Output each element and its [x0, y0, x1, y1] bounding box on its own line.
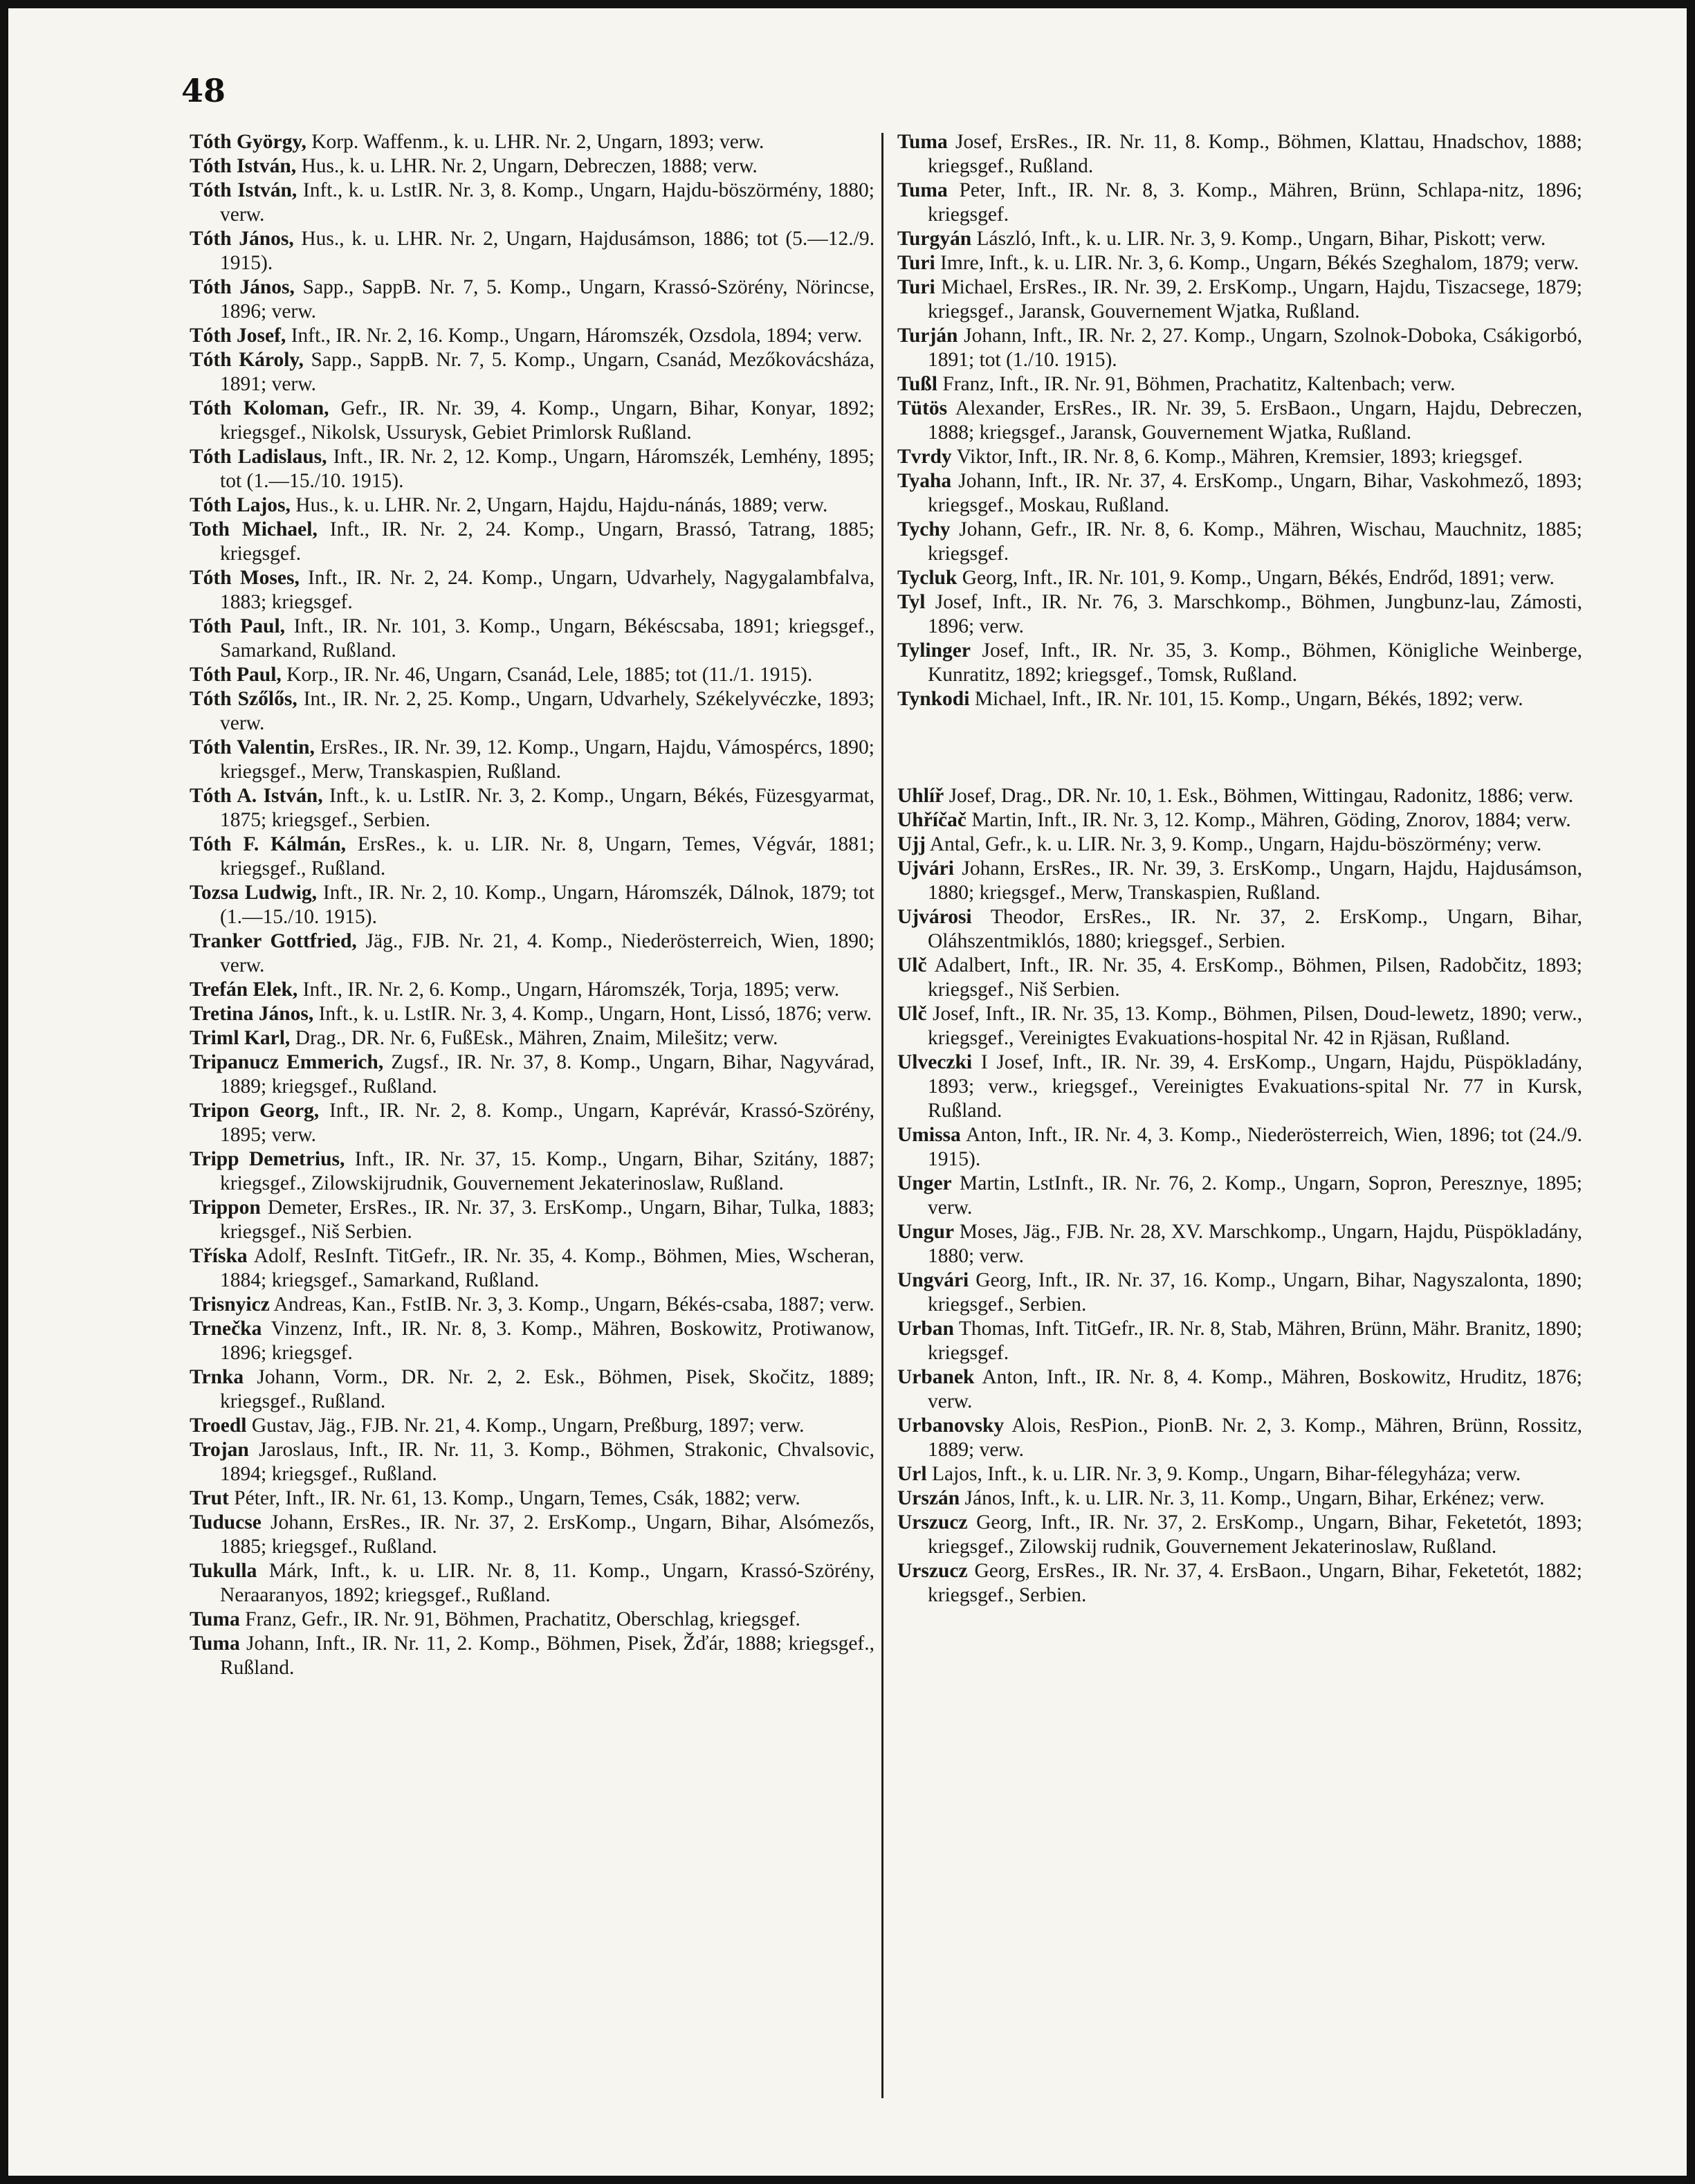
entry-name: Ujvári — [897, 857, 954, 880]
entry-details: Imre, Inft., k. u. LIR. Nr. 3, 6. Komp., Ungarn, Békés Szeghalom, 1879; verw. — [935, 252, 1579, 274]
register-entry — [190, 1486, 874, 1511]
register-entry — [190, 736, 874, 784]
entry-details: Johann, Inft., IR. Nr. 11, 2. Komp., Böhmen, Pisek, Žďár, 1888; kriegsgef., Rußland. — [220, 1632, 874, 1679]
entry-name: Tylinger — [897, 639, 971, 662]
register-entry — [897, 1462, 1582, 1486]
entry-details: Viktor, Inft., IR. Nr. 8, 6. Komp., Mähren, Kremsier, 1893; kriegsgef. — [951, 446, 1523, 468]
entry-name: Tóth István, — [190, 179, 297, 201]
register-entry — [897, 1365, 1582, 1414]
entry-details: Theodor, ErsRes., IR. Nr. 37, 2. ErsKomp., Ungarn, Bihar, Oláhszentmiklós, 1880; kriegsgef., Serbien. — [928, 906, 1582, 952]
entry-details: Georg, Inft., IR. Nr. 37, 2. ErsKomp., Ungarn, Bihar, Feketetót, 1893; kriegsgef., Zilowskij rudnik, Gouvernement Jekaterinoslaw, Rußland. — [928, 1511, 1582, 1558]
entry-name: Tóth Josef, — [190, 325, 286, 347]
entry-details: Sapp., SappB. Nr. 7, 5. Komp., Ungarn, Krassó-Szörény, Nörincse, 1896; verw. — [220, 276, 874, 322]
register-entry — [190, 1559, 874, 1608]
entry-name: Ujvárosi — [897, 906, 972, 928]
entry-name: Tuma — [897, 179, 948, 201]
entry-details: Josef, Drag., DR. Nr. 10, 1. Esk., Böhmen, Wittingau, Radonitz, 1886; verw. — [944, 785, 1574, 807]
entry-name: Tripanucz Emmerich, — [190, 1051, 384, 1073]
register-entry — [897, 639, 1582, 687]
register-entry — [190, 663, 874, 687]
entry-name: Trisnyicz — [190, 1293, 270, 1316]
entry-details: Inft., IR. Nr. 2, 24. Komp., Ungarn, Udvarhely, Nagygalambfalva, 1883; kriegsgef. — [220, 567, 874, 613]
entry-details: Inft., k. u. LstIR. Nr. 3, 4. Komp., Ungarn, Hont, Lissó, 1876; verw. — [313, 1003, 872, 1025]
register-entry — [190, 1196, 874, 1244]
entry-name: Tretina János, — [190, 1003, 314, 1025]
register-entry — [190, 1099, 874, 1147]
register-entry — [190, 179, 874, 227]
entry-details: Georg, Inft., IR. Nr. 37, 16. Komp., Ungarn, Bihar, Nagyszalonta, 1890; kriegsgef., Serbien. — [928, 1269, 1582, 1316]
register-entry — [190, 784, 874, 832]
entry-details: Franz, Gefr., IR. Nr. 91, Böhmen, Prachatitz, Oberschlag, kriegsgef. — [239, 1608, 800, 1630]
entry-name: Tóth István, — [190, 155, 297, 177]
entry-name: Tóth János, — [190, 276, 295, 298]
register-entry — [897, 227, 1582, 251]
entry-name: Tuma — [190, 1608, 240, 1630]
entry-name: Tußl — [897, 373, 937, 395]
entry-name: Tóth Paul, — [190, 615, 286, 637]
entry-details: Georg, Inft., IR. Nr. 101, 9. Komp., Ungarn, Békés, Endrőd, 1891; verw. — [957, 567, 1555, 589]
entry-name: Turgyán — [897, 228, 972, 250]
entry-name: Tripon Georg, — [190, 1100, 320, 1122]
entry-details: László, Inft., k. u. LIR. Nr. 3, 9. Komp., Ungarn, Bihar, Piskott; verw. — [971, 228, 1546, 250]
entry-name: Tyaha — [897, 470, 952, 492]
entry-details: Inft., k. u. LstIR. Nr. 3, 2. Komp., Ungarn, Békés, Füzesgyarmat, 1875; kriegsgef., Serbien. — [220, 785, 874, 831]
entry-details: Franz, Inft., IR. Nr. 91, Böhmen, Prachatitz, Kaltenbach; verw. — [937, 373, 1456, 395]
register-entry — [190, 1438, 874, 1486]
entry-details: Anton, Inft., IR. Nr. 4, 3. Komp., Niederösterreich, Wien, 1896; tot (24./9. 1915). — [928, 1124, 1582, 1170]
register-entry — [897, 1486, 1582, 1511]
register-entry — [897, 590, 1582, 639]
register-entry — [897, 566, 1582, 590]
entry-details: Inft., IR. Nr. 2, 24. Komp., Ungarn, Brassó, Tatrang, 1885; kriegsgef. — [220, 518, 874, 565]
entry-details: ErsRes., IR. Nr. 39, 12. Komp., Ungarn, Hajdu, Vámospércs, 1890; kriegsgef., Merw, Transkaspien, Rußland. — [220, 736, 874, 783]
register-entry — [190, 1050, 874, 1099]
register-entry — [897, 445, 1582, 469]
register-entry — [190, 154, 874, 179]
entry-details: Korp. Waffenm., k. u. LHR. Nr. 2, Ungarn, 1893; verw. — [306, 131, 764, 153]
register-entry — [190, 687, 874, 736]
register-entry — [190, 324, 874, 348]
entry-name: Tóth Paul, — [190, 664, 282, 686]
entry-name: Trnka — [190, 1366, 244, 1388]
register-entry — [897, 1123, 1582, 1172]
entry-details: Jäg., FJB. Nr. 21, 4. Komp., Niederösterreich, Wien, 1890; verw. — [220, 930, 874, 976]
entry-name: Tvrdy — [897, 446, 952, 468]
register-entry — [897, 130, 1582, 179]
entry-name: Tripp Demetrius, — [190, 1148, 345, 1170]
entry-name: Trippon — [190, 1196, 261, 1219]
entry-name: Tóth Moses, — [190, 567, 300, 589]
register-entry — [190, 130, 874, 154]
register-entry — [897, 251, 1582, 275]
entry-name: Ulč — [897, 1003, 927, 1025]
register-entry — [897, 397, 1582, 445]
register-entry — [190, 1244, 874, 1293]
entry-details: Adolf, ResInft. TitGefr., IR. Nr. 35, 4. Komp., Böhmen, Mies, Wscheran, 1884; kriegsgef., Samarkand, Rußland. — [220, 1245, 874, 1291]
entry-details: Martin, Inft., IR. Nr. 3, 12. Komp., Mähren, Göding, Znorov, 1884; verw. — [966, 809, 1571, 831]
entry-name: Tukulla — [190, 1560, 257, 1582]
register-entry — [897, 518, 1582, 566]
entry-details: Antal, Gefr., k. u. LIR. Nr. 3, 9. Komp., Ungarn, Hajdu-böszörmény; verw. — [925, 833, 1542, 855]
entry-name: Tuma — [897, 131, 948, 153]
register-entry — [897, 275, 1582, 324]
right-column — [897, 130, 1582, 2109]
entry-details: Jaroslaus, Inft., IR. Nr. 11, 3. Komp., Böhmen, Strakonic, Chvalsovic, 1894; kriegsgef., Rußland. — [220, 1439, 874, 1485]
entry-name: Urszucz — [897, 1511, 968, 1534]
entry-name: Urszucz — [897, 1560, 968, 1582]
entry-name: Tranker Gottfried, — [190, 930, 357, 952]
entry-name: Turi — [897, 276, 935, 298]
entry-details: Int., IR. Nr. 2, 25. Komp., Ungarn, Udvarhely, Székelyvéczke, 1893; verw. — [220, 688, 874, 734]
register-entry — [897, 1172, 1582, 1220]
register-entry — [190, 929, 874, 978]
register-entry — [190, 1317, 874, 1365]
register-entry — [190, 275, 874, 324]
entry-details: Johann, Gefr., IR. Nr. 8, 6. Komp., Mähren, Wischau, Mauchnitz, 1885; kriegsgef. — [928, 518, 1582, 565]
entry-details: Hus., k. u. LHR. Nr. 2, Ungarn, Hajdu, Hajdu-nánás, 1889; verw. — [290, 494, 828, 516]
entry-details: Demeter, ErsRes., IR. Nr. 37, 3. ErsKomp., Ungarn, Bihar, Tulka, 1883; kriegsgef., Niš Serbien. — [220, 1196, 874, 1243]
register-entry — [190, 1026, 874, 1050]
entry-name: Tycluk — [897, 567, 958, 589]
register-entry — [190, 615, 874, 663]
register-entry — [897, 1414, 1582, 1462]
entry-details: Péter, Inft., IR. Nr. 61, 13. Komp., Ungarn, Temes, Csák, 1882; verw. — [228, 1487, 800, 1509]
entry-details: Hus., k. u. LHR. Nr. 2, Ungarn, Debreczen, 1888; verw. — [296, 155, 758, 177]
entry-details: Inft., IR. Nr. 2, 8. Komp., Ungarn, Kaprévár, Krassó-Szörény, 1895; verw. — [220, 1100, 874, 1146]
entry-details: Anton, Inft., IR. Nr. 8, 4. Komp., Mähren, Boskowitz, Hruditz, 1876; verw. — [928, 1366, 1582, 1412]
entry-details: Michael, ErsRes., IR. Nr. 39, 2. ErsKomp., Ungarn, Hajdu, Tiszacsege, 1879; kriegsgef., Jaransk, Gouvernement Wjatka, Rußland. — [928, 276, 1582, 322]
entry-details: Moses, Jäg., FJB. Nr. 28, XV. Marschkomp., Ungarn, Hajdu, Püspökladány, 1880; verw. — [928, 1221, 1582, 1267]
entry-name: Toth Michael, — [190, 518, 318, 540]
register-entry — [190, 1365, 874, 1414]
entry-details: I Josef, Inft., IR. Nr. 39, 4. ErsKomp., Ungarn, Hajdu, Püspökladány, 1893; verw., kriegsgef., Vereinigtes Evakuations-spital Nr. 77 in Kursk, Rußland. — [928, 1051, 1582, 1122]
page-number: 48 — [181, 72, 226, 109]
entry-name: Turján — [897, 325, 958, 347]
entry-name: Tóth Károly, — [190, 349, 304, 371]
entry-details: Martin, LstInft., IR. Nr. 76, 2. Komp., Ungarn, Sopron, Peresznye, 1895; verw. — [928, 1172, 1582, 1219]
entry-details: Johann, Inft., IR. Nr. 37, 4. ErsKomp., Ungarn, Bihar, Vaskohmező, 1893; kriegsgef., Moskau, Rußland. — [928, 470, 1582, 516]
left-column — [190, 130, 874, 2109]
entry-details: Zugsf., IR. Nr. 37, 8. Komp., Ungarn, Bihar, Nagyvárad, 1889; kriegsgef., Rußland. — [220, 1051, 874, 1098]
register-entry — [897, 1268, 1582, 1317]
entry-name: Ujj — [897, 833, 926, 855]
entry-name: Tóth Ladislaus, — [190, 446, 327, 468]
entry-name: Unger — [897, 1172, 952, 1194]
register-entry — [190, 445, 874, 493]
entry-name: Tříska — [190, 1245, 248, 1267]
register-entry — [897, 1317, 1582, 1365]
register-entry — [897, 1559, 1582, 1608]
entry-name: Trefán Elek, — [190, 979, 298, 1001]
entry-name: Tyl — [897, 591, 926, 613]
entry-name: Tynkodi — [897, 688, 970, 710]
entry-details: Gefr., IR. Nr. 39, 4. Komp., Ungarn, Bihar, Konyar, 1892; kriegsgef., Nikolsk, Ussurysk, Gebiet Primlorsk Rußland. — [220, 397, 874, 444]
entry-name: Tóth Szőlős, — [190, 688, 297, 710]
register-entry — [190, 978, 874, 1002]
entry-name: Urbanovsky — [897, 1414, 1005, 1437]
entry-details: ErsRes., k. u. LIR. Nr. 8, Ungarn, Temes, Végvár, 1881; kriegsgef., Rußland. — [220, 833, 874, 880]
register-entry — [190, 881, 874, 929]
entry-name: Urbanek — [897, 1366, 975, 1388]
entry-name: Triml Karl, — [190, 1027, 291, 1049]
entry-details: Drag., DR. Nr. 6, FußEsk., Mähren, Znaim, Milešitz; verw. — [290, 1027, 778, 1049]
entry-details: Adalbert, Inft., IR. Nr. 35, 4. ErsKomp., Böhmen, Pilsen, Radobčitz, 1893; kriegsgef., Niš Serbien. — [926, 954, 1582, 1001]
register-entry — [190, 1293, 874, 1317]
column-divider — [881, 133, 883, 2098]
entry-details: Johann, ErsRes., IR. Nr. 37, 2. ErsKomp., Ungarn, Bihar, Alsómezős, 1885; kriegsgef., Rußland. — [220, 1511, 874, 1558]
register-entry — [897, 469, 1582, 518]
register-entry — [190, 348, 874, 397]
register-entry — [897, 372, 1582, 397]
entry-name: Umissa — [897, 1124, 961, 1146]
register-entry — [190, 1608, 874, 1632]
register-entry — [190, 1511, 874, 1559]
entry-details: Sapp., SappB. Nr. 7, 5. Komp., Ungarn, Csanád, Mezőkovácsháza, 1891; verw. — [220, 349, 874, 395]
entry-name: Tóth F. Kálmán, — [190, 833, 347, 855]
entry-name: Tozsa Ludwig, — [190, 882, 317, 904]
entry-details: Inft., IR. Nr. 2, 12. Komp., Ungarn, Háromszék, Lemhény, 1895; tot (1.—15./10. 1915). — [220, 446, 874, 492]
entry-details: Michael, Inft., IR. Nr. 101, 15. Komp., Ungarn, Békés, 1892; verw. — [969, 688, 1523, 710]
entry-details: Inft., IR. Nr. 2, 10. Komp., Ungarn, Háromszék, Dálnok, 1879; tot (1.—15./10. 1915). — [220, 882, 874, 928]
entry-details: Josef, Inft., IR. Nr. 76, 3. Marschkomp., Böhmen, Jungbunz-lau, Zámosti, 1896; verw. — [925, 591, 1582, 637]
register-entry — [897, 832, 1582, 857]
entry-details: Johann, Vorm., DR. Nr. 2, 2. Esk., Böhmen, Pisek, Skočitz, 1889; kriegsgef., Rußland. — [220, 1366, 874, 1412]
entry-details: János, Inft., k. u. LIR. Nr. 3, 11. Komp., Ungarn, Bihar, Erkénez; verw. — [960, 1487, 1545, 1509]
entry-name: Uhříčač — [897, 809, 966, 831]
register-entry — [897, 1511, 1582, 1559]
entry-details: Georg, ErsRes., IR. Nr. 37, 4. ErsBaon., Ungarn, Bihar, Feketetót, 1882; kriegsgef., Serbien. — [928, 1560, 1582, 1606]
entry-name: Ungur — [897, 1221, 954, 1243]
entry-name: Tütös — [897, 397, 948, 419]
entry-details: Josef, Inft., IR. Nr. 35, 3. Komp., Böhmen, Königliche Weinberge, Kunratitz, 1892; kriegsgef., Tomsk, Rußland. — [928, 639, 1582, 686]
entry-details: Inft., IR. Nr. 37, 15. Komp., Ungarn, Bihar, Szitány, 1887; kriegsgef., Zilowskijrudnik, Gouvernement Jekaterinoslaw, Rußland. — [220, 1148, 874, 1194]
entry-name: Tóth János, — [190, 228, 294, 250]
entry-name: Ulč — [897, 954, 927, 976]
register-entry — [897, 1002, 1582, 1050]
entry-name: Tychy — [897, 518, 951, 540]
entry-details: Inft., IR. Nr. 101, 3. Komp., Ungarn, Békéscsaba, 1891; kriegsgef., Samarkand, Rußland. — [220, 615, 874, 662]
entry-name: Tuducse — [190, 1511, 262, 1534]
entry-name: Urban — [897, 1318, 954, 1340]
register-entry — [897, 1220, 1582, 1268]
entry-details: Josef, ErsRes., IR. Nr. 11, 8. Komp., Böhmen, Klattau, Hnadschov, 1888; kriegsgef., Rußland. — [928, 131, 1582, 177]
entry-details: Inft., IR. Nr. 2, 6. Komp., Ungarn, Háromszék, Torja, 1895; verw. — [297, 979, 840, 1001]
register-entry — [190, 832, 874, 881]
entry-details: Peter, Inft., IR. Nr. 8, 3. Komp., Mähren, Brünn, Schlapa-nitz, 1896; kriegsgef. — [928, 179, 1582, 226]
register-entry — [897, 179, 1582, 227]
entry-name: Ungvári — [897, 1269, 969, 1291]
register-entry — [897, 857, 1582, 905]
register-entry — [190, 227, 874, 275]
entry-name: Troedl — [190, 1414, 247, 1437]
entry-details: Lajos, Inft., k. u. LIR. Nr. 3, 9. Komp., Ungarn, Bihar-félegyháza; verw. — [926, 1463, 1521, 1485]
register-entry — [190, 1632, 874, 1680]
entry-name: Urszán — [897, 1487, 960, 1509]
entry-details: Josef, Inft., IR. Nr. 35, 13. Komp., Böhmen, Pilsen, Doud-lewetz, 1890; verw., kriegsgef., Vereinigtes Evakuations-hospital Nr. 42 in Rjäsan, Rußland. — [926, 1003, 1582, 1049]
register-entry — [190, 493, 874, 518]
register-entry — [897, 905, 1582, 954]
register-entry — [897, 954, 1582, 1002]
entry-details: Márk, Inft., k. u. LIR. Nr. 8, 11. Komp., Ungarn, Krassó-Szörény, Neraaranyos, 1892; kriegsgef., Rußland. — [220, 1560, 874, 1606]
entry-details: Johann, ErsRes., IR. Nr. 39, 3. ErsKomp., Ungarn, Hajdu, Hajdusámson, 1880; kriegsgef., Merw, Transkaspien, Rußland. — [928, 857, 1582, 904]
entry-name: Tóth Lajos, — [190, 494, 291, 516]
entry-name: Ulveczki — [897, 1051, 973, 1073]
register-entry — [897, 808, 1582, 832]
register-entry — [897, 687, 1582, 711]
register-entry — [190, 1147, 874, 1196]
entry-details: Alexander, ErsRes., IR. Nr. 39, 5. ErsBaon., Ungarn, Hajdu, Debreczen, 1888; kriegsgef., Jaransk, Gouvernement Wjatka, Rußland. — [928, 397, 1582, 444]
register-entry — [190, 397, 874, 445]
entry-name: Tóth Valentin, — [190, 736, 315, 758]
entry-name: Tóth A. István, — [190, 785, 323, 807]
register-entry — [897, 784, 1582, 808]
entry-details: Inft., IR. Nr. 2, 16. Komp., Ungarn, Háromszék, Ozsdola, 1894; verw. — [286, 325, 863, 347]
entry-details: Korp., IR. Nr. 46, Ungarn, Csanád, Lele, 1885; tot (11./1. 1915). — [281, 664, 813, 686]
entry-details: Inft., k. u. LstIR. Nr. 3, 8. Komp., Ungarn, Hajdu-böszörmény, 1880; verw. — [220, 179, 874, 226]
register-entry — [190, 1414, 874, 1438]
entry-name: Tuma — [190, 1632, 240, 1655]
entry-name: Trojan — [190, 1439, 249, 1461]
register-entry — [190, 1002, 874, 1026]
entry-name: Tóth Koloman, — [190, 397, 329, 419]
register-entry — [897, 1050, 1582, 1123]
entry-details: Hus., k. u. LHR. Nr. 2, Ungarn, Hajdusámson, 1886; tot (5.—12./9. 1915). — [220, 228, 874, 274]
entry-details: Thomas, Inft. TitGefr., IR. Nr. 8, Stab, Mähren, Brünn, Mähr. Branitz, 1890; kriegsgef. — [928, 1318, 1582, 1364]
register-entry — [897, 324, 1582, 372]
register-entry — [190, 566, 874, 615]
entry-name: Trut — [190, 1487, 229, 1509]
entry-details: Alois, ResPion., PionB. Nr. 2, 3. Komp., Mähren, Brünn, Rossitz, 1889; verw. — [928, 1414, 1582, 1461]
entry-details: Gustav, Jäg., FJB. Nr. 21, 4. Komp., Ungarn, Preßburg, 1897; verw. — [246, 1414, 805, 1437]
register-entry — [190, 518, 874, 566]
entry-details: Johann, Inft., IR. Nr. 2, 27. Komp., Ungarn, Szolnok-Doboka, Csákigorbó, 1891; tot (1./10. 1915). — [928, 325, 1582, 371]
entry-details: Andreas, Kan., FstIB. Nr. 3, 3. Komp., Ungarn, Békés-csaba, 1887; verw. — [269, 1293, 874, 1316]
entry-name: Url — [897, 1463, 927, 1485]
entry-name: Trnečka — [190, 1318, 262, 1340]
entry-name: Turi — [897, 252, 935, 274]
entry-name: Uhlíř — [897, 785, 944, 807]
entry-details: Vinzenz, Inft., IR. Nr. 8, 3. Komp., Mähren, Boskowitz, Protiwanow, 1896; kriegsgef. — [220, 1318, 874, 1364]
entry-name: Tóth György, — [190, 131, 306, 153]
